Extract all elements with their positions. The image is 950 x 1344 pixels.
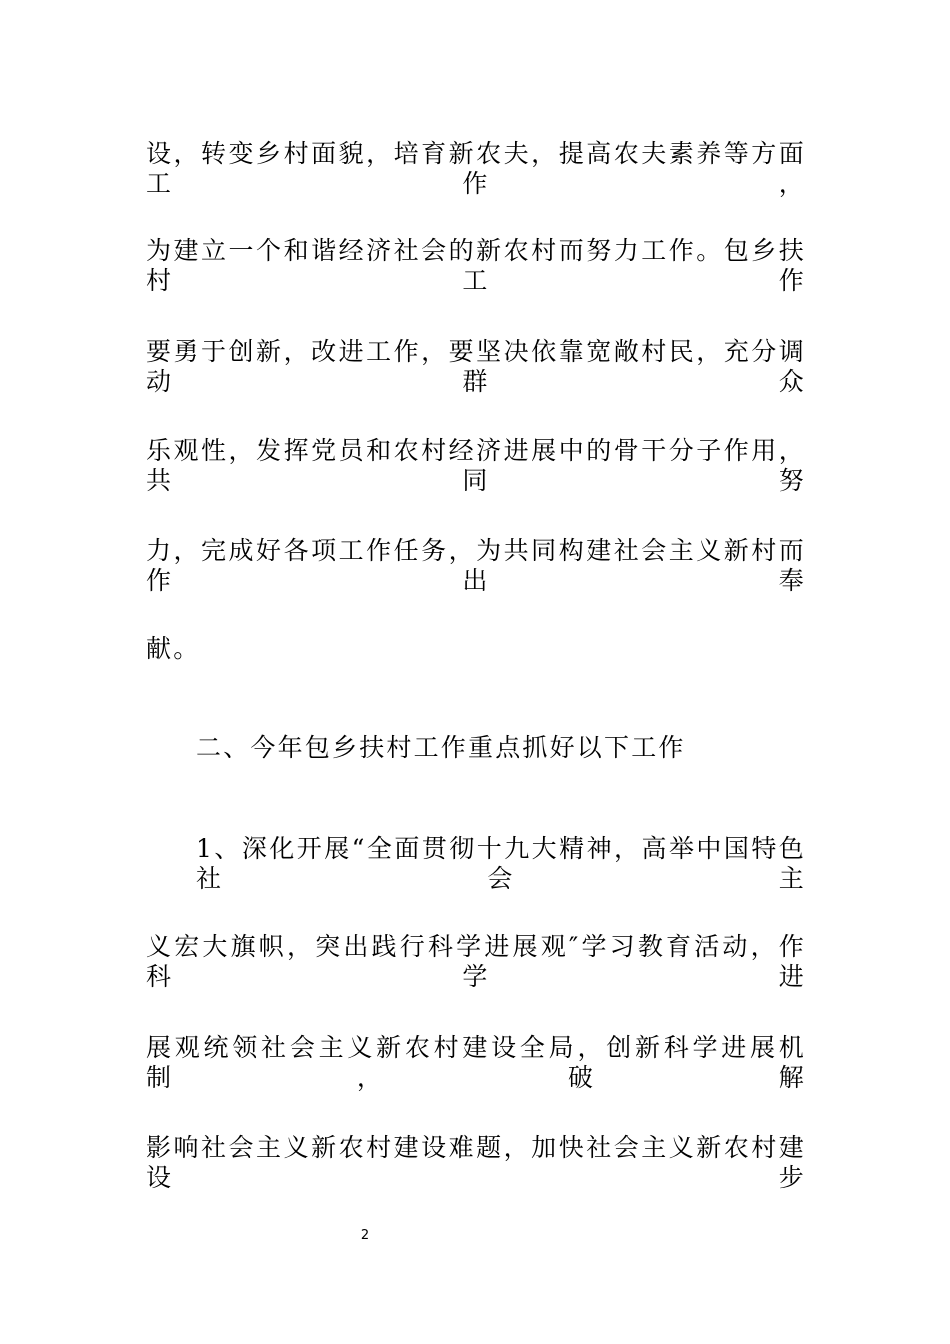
- body-text-line: 为建立一个和谐经济社会的新农村而努力工作。包乡扶村工作: [146, 236, 806, 295]
- body-text-line: 乐观性，发挥党员和农村经济进展中的骨干分子作用，共同努: [146, 436, 806, 495]
- body-text-line: 设，转变乡村面貌，培育新农夫，提高农夫素养等方面工作，: [146, 139, 806, 198]
- section-heading: 二、今年包乡扶村工作重点抓好以下工作: [196, 733, 686, 762]
- body-text-line: 影响社会主义新农村建设难题，加快社会主义新农村建设步: [146, 1133, 806, 1192]
- body-text-line: 献。: [146, 634, 201, 663]
- body-text-line: 力，完成好各项工作任务，为共同构建社会主义新村而作出奉: [146, 536, 806, 595]
- page-number: 2: [360, 1228, 370, 1243]
- body-text-line: 1、深化开展“全面贯彻十九大精神，高举中国特色社会主: [196, 834, 806, 893]
- body-text-line: 义宏大旗帜，突出践行科学进展观″学习教育活动，作科学进: [146, 932, 806, 991]
- body-text-line: 要勇于创新，改进工作，要坚决依靠宽敞村民，充分调动群众: [146, 337, 806, 396]
- body-text-line: 展观统领社会主义新农村建设全局，创新科学进展机制，破解: [146, 1033, 806, 1092]
